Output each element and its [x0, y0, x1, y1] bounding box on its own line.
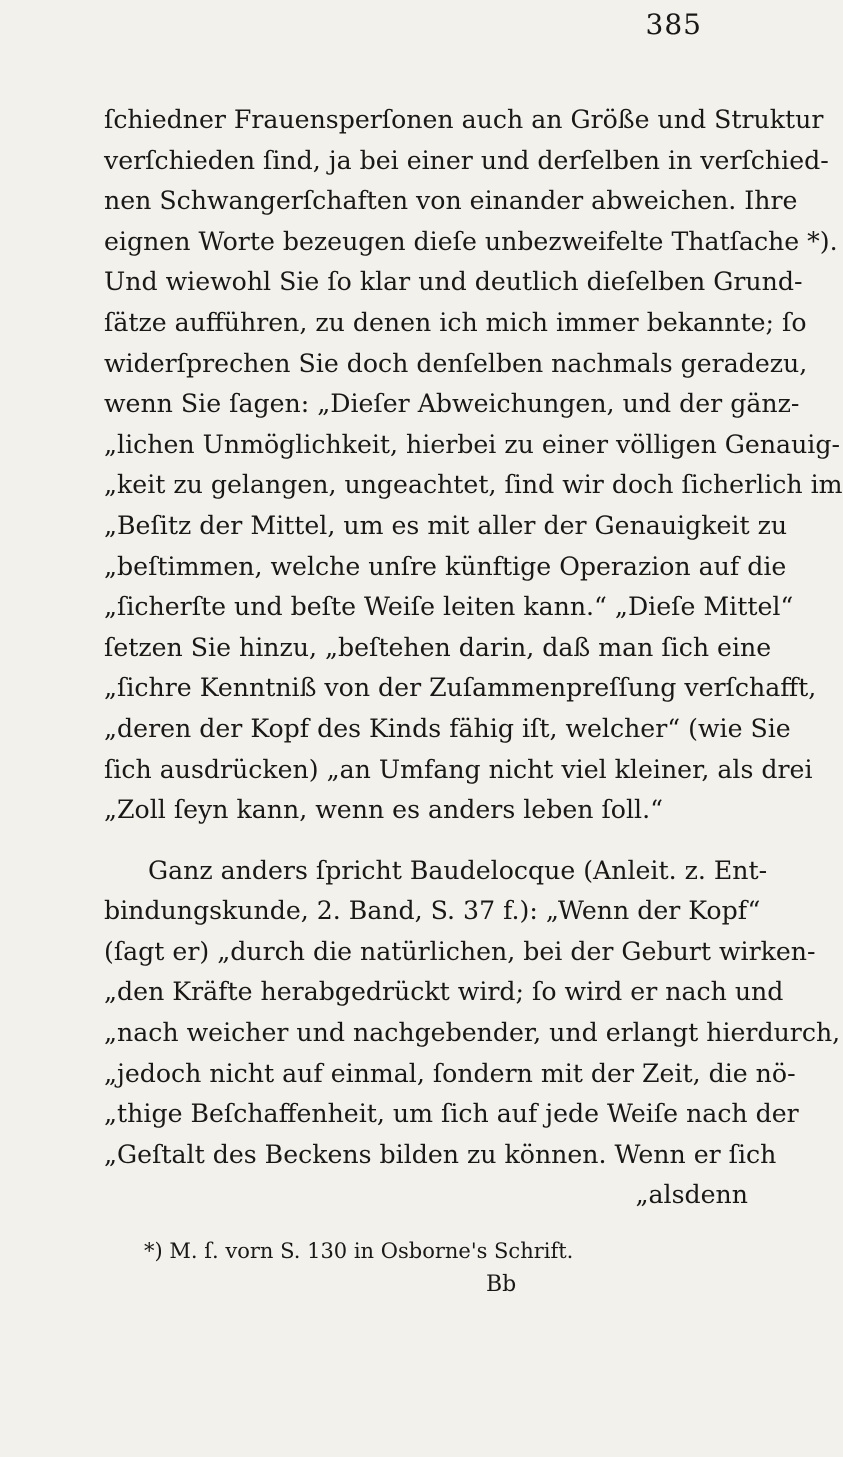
text-line: „Beſitz der Mittel, um es mit aller der Genauigkeit zu: [104, 510, 788, 540]
text-line: „nach weicher und nachgebender, und erlangt hierdurch,: [104, 1018, 841, 1048]
page-number: 385: [645, 8, 702, 41]
footnote: [104, 1234, 748, 1268]
text-line: verſchieden ſind, ja bei einer und derſelben in verſchied-: [104, 145, 829, 175]
text-line: bindungskunde, 2. Band, S. 37 f.): „Wenn der Kopf“: [104, 896, 761, 926]
text-line: „keit zu gelangen, ungeachtet, ſind wir doch ſicherlich im: [104, 470, 843, 500]
text-line: ſchiedner Frauensperſonen auch an Größe und Struktur: [104, 105, 824, 134]
paragraph-gap: [104, 831, 748, 851]
text-line: wenn Sie ſagen: „Dieſer Abweichungen, und der gänz-: [104, 389, 800, 419]
text-line: „Zoll ſeyn kann, wenn es anders leben ſoll.“: [104, 795, 663, 825]
text-line: „thige Beſchaffenheit, um ſich auf jede Weiſe nach der: [104, 1099, 799, 1129]
text-line: ſich ausdrücken) „an Umfang nicht viel kleiner, als drei: [104, 754, 813, 784]
text-line: eignen Worte bezeugen dieſe unbezweifelte Thatſache *).: [104, 226, 838, 256]
footnote-text: *) M. ſ. vorn S. 130 in Osborne's Schrift.: [144, 1239, 574, 1264]
catchword: „alsdenn: [635, 1180, 748, 1210]
text-line: „jedoch nicht auf einmal, ſondern mit der Zeit, die nö-: [104, 1058, 796, 1088]
text-line: (ſagt er) „durch die natürlichen, bei der Geburt wirken-: [104, 936, 816, 966]
text-line: „ſichre Kenntniß von der Zuſammenpreſſung verſchafft,: [104, 673, 817, 703]
text-line: „beſtimmen, welche unſre künftige Operazion auf die: [104, 551, 787, 581]
text-line: „lichen Unmöglichkeit, hierbei zu einer völligen Genauig-: [104, 429, 840, 459]
text-line: Ganz anders ſpricht Baudelocque (Anleit. z. Ent-: [148, 855, 768, 885]
body-text: [104, 100, 843, 1216]
text-line: widerſprechen Sie doch denſelben nachmals geradezu,: [104, 348, 808, 378]
signature-mark: Bb: [486, 1272, 517, 1298]
text-line: „den Kräfte herabgedrückt wird; ſo wird er nach und: [104, 977, 784, 1007]
text-line: „ſicherſte und beſte Weiſe leiten kann.“ „Dieſe Mittel“: [104, 592, 794, 622]
text-line: nen Schwangerſchaften von einander abweichen. Ihre: [104, 186, 798, 216]
text-line: Und wiewohl Sie ſo klar und deutlich dieſelben Grund-: [104, 267, 803, 297]
text-line: „Geſtalt des Beckens bilden zu können. Wenn er ſich: [104, 1139, 777, 1169]
text-line: „deren der Kopf des Kinds fähig iſt, welcher“ (wie Sie: [104, 713, 791, 743]
text-line: ſetzen Sie hinzu, „beſtehen darin, daß man ſich eine: [104, 632, 772, 662]
text-line: ſätze aufführen, zu denen ich mich immer bekannte; ſo: [104, 307, 807, 337]
